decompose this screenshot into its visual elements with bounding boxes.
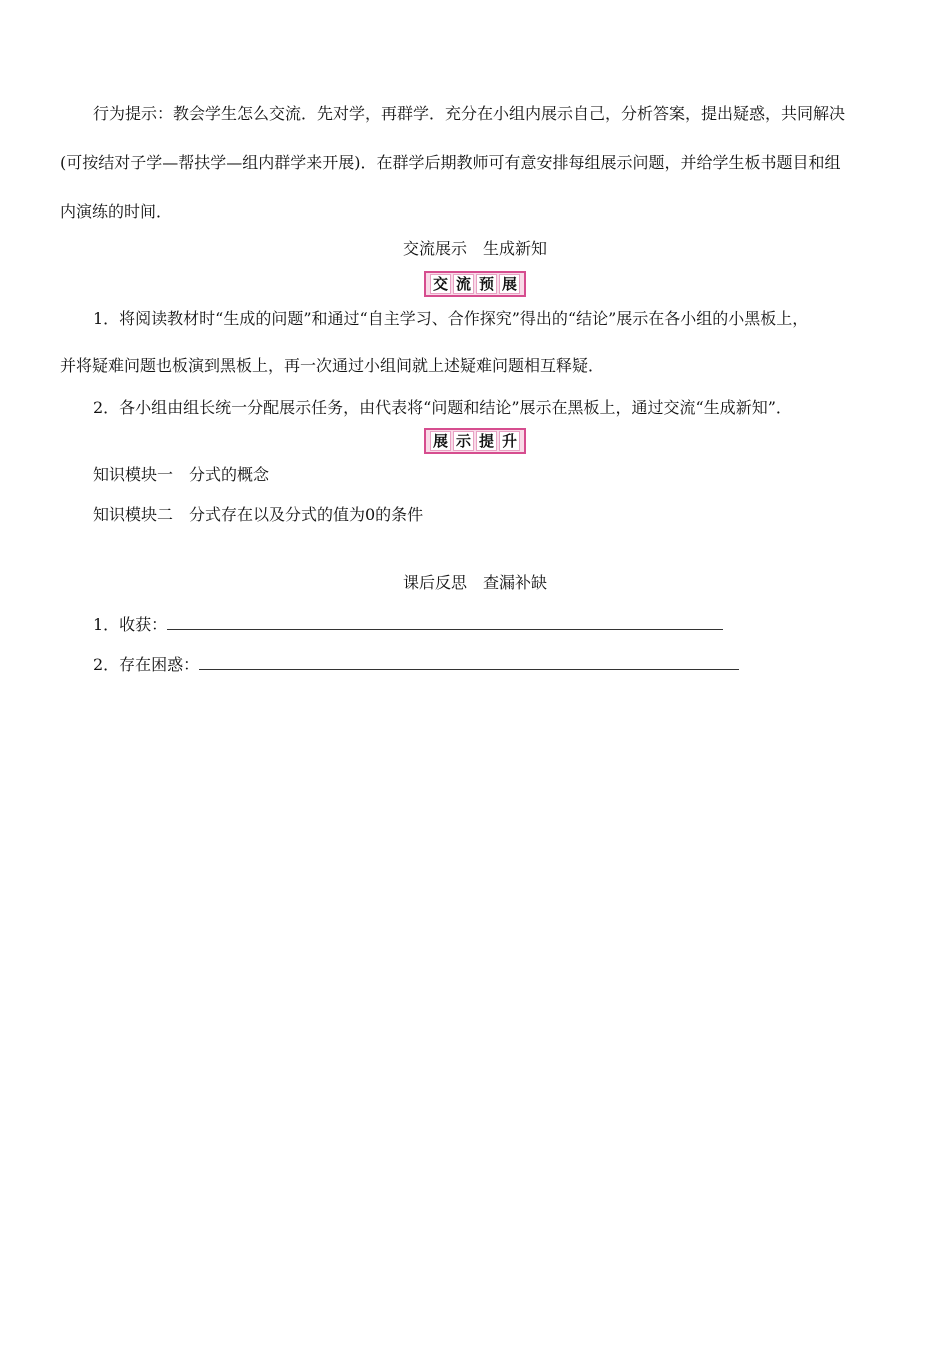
- knowledge-module-1: 知识模块一 分式的概念: [93, 465, 270, 484]
- gain-blank-line[interactable]: [167, 615, 723, 630]
- badge-exchange-preview: [0, 271, 950, 297]
- badge-char: 展: [499, 274, 520, 294]
- doubt-label: 2．存在困惑：: [93, 655, 200, 674]
- hint-line-3: 内演练的时间．: [60, 202, 173, 221]
- knowledge-module-2: 知识模块二 分式存在以及分式的值为0的条件: [93, 505, 424, 524]
- gain-label: 1．收获：: [93, 615, 168, 634]
- gain-row: [93, 612, 723, 635]
- section-title-exchange: 交流展示 生成新知: [402, 239, 547, 258]
- badge-char: 流: [453, 274, 474, 294]
- section-title-reflection: 课后反思 查漏补缺: [402, 573, 547, 592]
- doubt-blank-line[interactable]: [199, 655, 739, 670]
- item-1-line-1: 1．将阅读教材时“生成的问题”和通过“自主学习、合作探究”得出的“结论”展示在各小组的小黑板上，: [93, 309, 809, 328]
- item-1-line-2: 并将疑难问题也板演到黑板上，再一次通过小组间就上述疑难问题相互释疑．: [60, 356, 605, 375]
- badge-char: 展: [430, 431, 451, 451]
- item-2: 2．各小组由组长统一分配展示任务，由代表将“问题和结论”展示在黑板上，通过交流“生成新知”．: [93, 398, 792, 417]
- badge-show-improve: [0, 428, 950, 454]
- badge-char: 升: [499, 431, 520, 451]
- badge-char: 预: [476, 274, 497, 294]
- badge-char: 提: [476, 431, 497, 451]
- badge-char: 示: [453, 431, 474, 451]
- badge-char: 交: [430, 274, 451, 294]
- hint-line-2: (可按结对子学—帮扶学—组内群学来开展)．在群学后期教师可有意安排每组展示问题，并给学生板书题目和组: [60, 153, 841, 172]
- hint-line-1: 行为提示：教会学生怎么交流．先对学，再群学．充分在小组内展示自己，分析答案，提出疑惑，共同解决: [93, 104, 846, 123]
- doubt-row: [93, 652, 739, 675]
